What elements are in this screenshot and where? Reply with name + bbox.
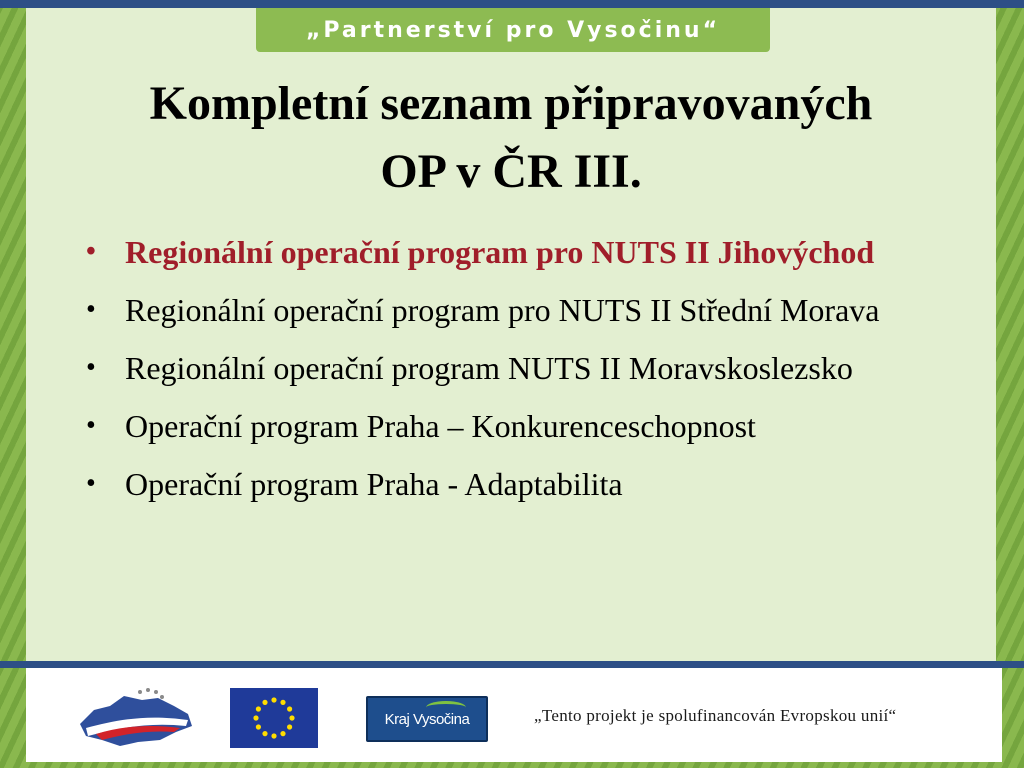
footer-logo-strip: [26, 668, 1002, 762]
banner-text: „Partnerství pro Vysočinu“: [305, 17, 721, 43]
bullet-icon: •: [86, 410, 96, 441]
top-divider: [0, 0, 1024, 8]
eu-flag-icon: [230, 688, 318, 748]
kraj-vysocina-logo: [366, 696, 488, 742]
bullet-text: Operační program Praha – Konkurenceschopnost: [125, 408, 756, 444]
slide-title: [26, 70, 996, 206]
bullet-icon: •: [86, 294, 96, 325]
bullet-text: Operační program Praha - Adaptabilita: [125, 466, 623, 502]
funding-statement: „Tento projekt je spolufinancován Evropskou unií“: [534, 706, 897, 725]
footer-divider: [0, 661, 1024, 668]
bullet-text: Regionální operační program pro NUTS II Střední Morava: [125, 292, 880, 328]
list-item: [76, 458, 966, 510]
bullet-icon: •: [86, 236, 96, 267]
bullet-icon: •: [86, 352, 96, 383]
header-banner: [256, 8, 770, 52]
list-item: [76, 226, 966, 278]
czech-map-logo-icon: [76, 684, 196, 750]
list-item: [76, 284, 966, 336]
list-item: [76, 400, 966, 452]
title-line-1: Kompletní seznam připravovaných: [149, 77, 873, 130]
kraj-logo-text: Kraj Vysočina: [384, 710, 470, 728]
title-line-2: OP v ČR III.: [380, 145, 642, 198]
list-item: [76, 342, 966, 394]
bullet-list: [76, 226, 966, 516]
bullet-icon: •: [86, 468, 96, 499]
bullet-text: Regionální operační program pro NUTS II Jihovýchod: [125, 234, 875, 270]
bullet-text: Regionální operační program NUTS II Moravskoslezsko: [125, 350, 853, 386]
kraj-swoosh-icon: [426, 701, 466, 714]
